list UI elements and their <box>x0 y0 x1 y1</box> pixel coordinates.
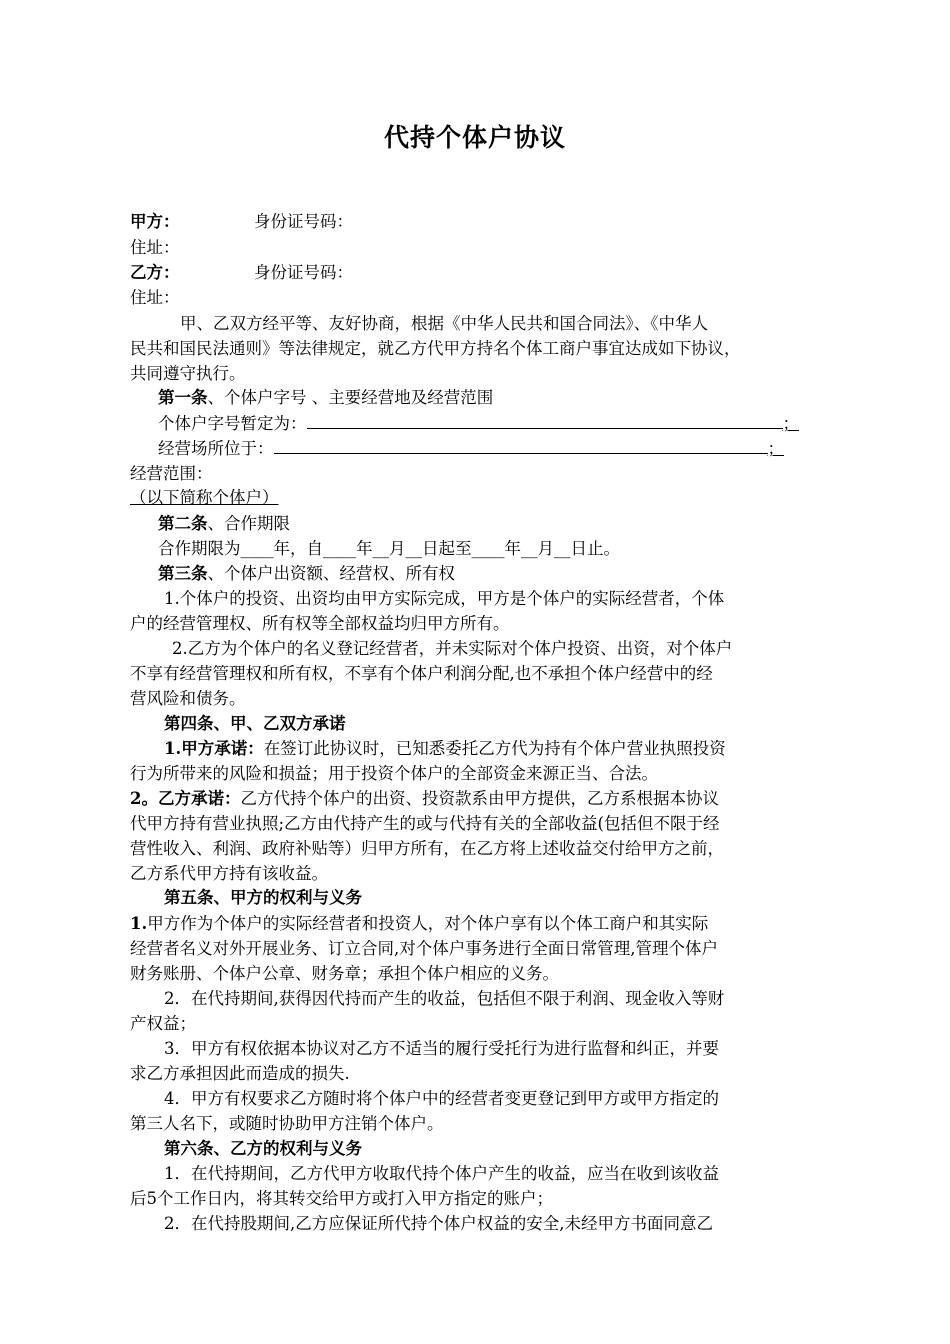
article-6-heading: 第六条、乙方的权利与义务 <box>164 1139 362 1158</box>
article-5-line: 第三人名下，或随时协助甲方注销个体户。 <box>130 1114 444 1133</box>
article-1-title: 、个体户字号 、主要经营地及经营范围 <box>207 388 494 407</box>
party-a-commitment-label: 1.甲方承诺： <box>164 739 264 758</box>
article-3-line: 2.乙方为个体户的名义登记经营者，并未实际对个体户投资、出资，对个体户 <box>172 639 733 658</box>
article-2-number: 第二条 <box>158 514 208 533</box>
party-a-commitment-text: 在签订此协议时，已知悉委托乙方代为持有个体户营业执照投资 <box>263 739 726 758</box>
semicolon: ； <box>767 439 784 458</box>
article-5-item-1-number: 1. <box>130 914 148 933</box>
business-place-label: 经营场所位于： <box>158 439 274 458</box>
article-3-heading <box>158 562 455 586</box>
intro-line: 民共和国民法通则》等法律规定，就乙方代甲方持名个体工商户事宜达成如下协议， <box>130 339 741 358</box>
party-a-label: 甲方： <box>130 212 180 231</box>
article-5-item-1 <box>130 912 708 936</box>
party-a-line <box>130 210 353 234</box>
party-b-commitment <box>130 787 719 811</box>
article-6-line: 1．在代持期间，乙方代甲方收取代持个体户产生的收益，应当在收到该收益 <box>164 1164 719 1183</box>
article-5-line: 经营者名义对外开展业务、订立合同,对个体户事务进行全面日常管理,管理个体户 <box>130 939 718 958</box>
intro-line: 共同遵守执行。 <box>130 364 246 383</box>
party-a-id-label: 身份证号码： <box>254 212 353 231</box>
party-b-line <box>130 261 353 285</box>
article-4-line: 行为所带来的风险和损益；用于投资个体户的全部资金来源正当、合法。 <box>130 764 658 783</box>
article-6-line: 后5个工作日内，将其转交给甲方或打入甲方指定的账户； <box>130 1189 553 1208</box>
semicolon: ； <box>782 414 799 433</box>
article-1-heading <box>158 386 493 410</box>
article-5-line: 产权益； <box>130 1014 196 1033</box>
business-name-line <box>158 412 799 436</box>
article-2-heading <box>158 512 290 536</box>
article-4-line: 代甲方持有营业执照;乙方由代持产生的或与代持有关的全部收益(包括但不限于经 <box>130 814 720 833</box>
article-3-number: 第三条 <box>158 564 208 583</box>
party-b-id-label: 身份证号码： <box>254 263 353 282</box>
abbr-text: （以下简称个体户） <box>130 488 279 507</box>
cooperation-period: 合作期限为____年，自____年__月__日起至____年__月__日止。 <box>158 539 620 558</box>
article-5-line: 4．甲方有权要求乙方随时将个体户中的经营者变更登记到甲方或甲方指定的 <box>164 1089 719 1108</box>
article-4-heading: 第四条、甲、乙双方承诺 <box>164 714 346 733</box>
business-place-line <box>158 437 784 461</box>
article-1-number: 第一条 <box>158 388 208 407</box>
article-2-title: 、合作期限 <box>207 514 290 533</box>
party-a-commitment <box>164 737 726 761</box>
article-3-line: 营风险和债务。 <box>130 689 246 708</box>
article-5-line: 3．甲方有权依据本协议对乙方不适当的履行受托行为进行监督和纠正，并要 <box>164 1039 719 1058</box>
abbr-line <box>130 486 281 510</box>
article-3-line: 1.个体户的投资、出资均由甲方实际完成，甲方是个体户的实际经营者，个体 <box>164 589 725 608</box>
article-5-line: 财务账册、个体户公章、财务章；承担个体户相应的义务。 <box>130 964 559 983</box>
business-name-blank <box>307 412 783 429</box>
party-a-address-label: 住址： <box>130 238 180 257</box>
article-3-line: 不享有经营管理权和所有权，不享有个体户利润分配,也不承担个体户经营中的经 <box>130 664 713 683</box>
article-5-line: 求乙方承担因此而造成的损失. <box>130 1064 350 1083</box>
document-title: 代持个体户协议 <box>383 123 566 152</box>
party-b-label: 乙方： <box>130 263 180 282</box>
article-6-line: 2．在代持股期间,乙方应保证所代持个体户权益的安全,未经甲方书面同意乙 <box>164 1214 713 1233</box>
party-b-commitment-label: 2。乙方承诺： <box>130 789 241 808</box>
article-5-item-1-text: 甲方作为个体户的实际经营者和投资人，对个体户享有以个体工商户和其实际 <box>147 914 709 933</box>
party-b-commitment-text: 乙方代持个体户的出资、投资款系由甲方提供，乙方系根据本协议 <box>240 789 719 808</box>
business-place-blank <box>274 437 768 454</box>
article-4-line: 乙方系代甲方持有该收益。 <box>130 864 328 883</box>
business-name-label: 个体户字号暂定为： <box>158 414 307 433</box>
party-b-address-label: 住址： <box>130 288 180 307</box>
article-4-line: 营性收入、利润、政府补贴等）归甲方所有，在乙方将上述收益交付给甲方之前， <box>130 839 724 858</box>
business-scope-label: 经营范围： <box>130 464 213 483</box>
article-5-line: 2．在代持期间,获得因代持而产生的收益，包括但不限于利润、现金收入等财 <box>164 989 725 1008</box>
intro-line: 甲、乙双方经平等、友好协商，根据《中华人民共和国合同法》、《中华人 <box>180 314 708 333</box>
article-3-title: 、个体户出资额、经营权、所有权 <box>207 564 455 583</box>
article-3-line: 户的经营管理权、所有权等全部权益均归甲方所有。 <box>130 614 510 633</box>
article-5-heading: 第五条、甲方的权利与义务 <box>164 888 362 907</box>
